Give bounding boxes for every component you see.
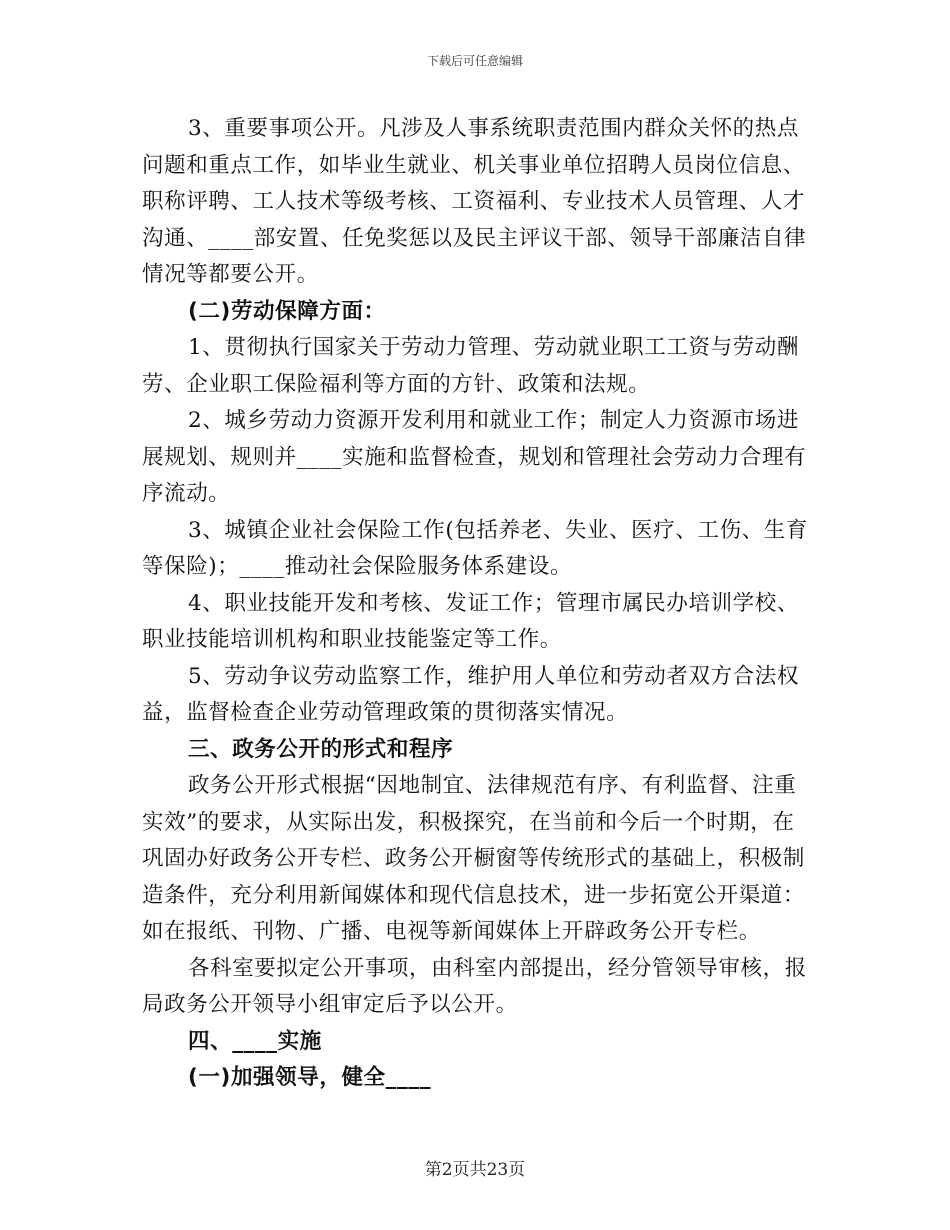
paragraph: 政务公开形式根据“因地制宜、法律规范有序、有利监督、注重实效”的要求，从实际出发，积极探究，在当前和今后一个时期，在巩固办好政务公开专栏、政务公开橱窗等传统形式的基础上，积极制造条件，充分利用新闻媒体和现代信息技术，进一步拓宽公开渠道：如在报纸、刊物、广播、电视等新闻媒体上开辟政务公开专栏。: [142, 773, 806, 944]
section-heading: 四、____实施: [188, 1028, 322, 1054]
paragraph: 3、重要事项公开。凡涉及人事系统职责范围内群众关怀的热点问题和重点工作，如毕业生就业、机关事业单位招聘人员岗位信息、职称评聘、工人技术等级考核、工资福利、专业技术人员管理、人才沟通、____部安置、任免奖惩以及民主评议干部、领导干部廉洁自律情况等都要公开。: [142, 116, 807, 287]
section-heading: 三、政务公开的形式和程序: [188, 736, 454, 762]
section-heading: (一)加强领导，健全____: [188, 1065, 432, 1090]
paragraph: 各科室要拟定公开事项，由科室内部提出，经分管领导审核，报局政务公开领导小组审定后予以公开。: [142, 955, 807, 1017]
section-heading: (二)劳动保障方面：: [188, 298, 386, 324]
paragraph: 3、城镇企业社会保险工作(包括养老、失业、医疗、工伤、生育等保险)；____推动社会保险服务体系建设。: [142, 517, 808, 579]
paragraph: 4、职业技能开发和考核、发证工作；管理市属民办培训学校、职业技能培训机构和职业技能鉴定等工作。: [142, 590, 799, 652]
paragraph: 1、贯彻执行国家关于劳动力管理、劳动就业职工工资与劳动酬劳、企业职工保险福利等方面的方针、政策和法规。: [142, 335, 799, 397]
paragraph: 5、劳动争议劳动监察工作，维护用人单位和劳动者双方合法权益，监督检查企业劳动管理政策的贯彻落实情况。: [142, 663, 799, 725]
header-note: 下载后可任意编辑: [426, 54, 523, 68]
paragraph: 2、城乡劳动力资源开发利用和就业工作；制定人力资源市场进展规划、规则并____实施和监督检查，规划和管理社会劳动力合理有序流动。: [142, 408, 807, 506]
page-footer: 第2页共23页: [424, 1160, 526, 1180]
document-body: [142, 111, 812, 1097]
